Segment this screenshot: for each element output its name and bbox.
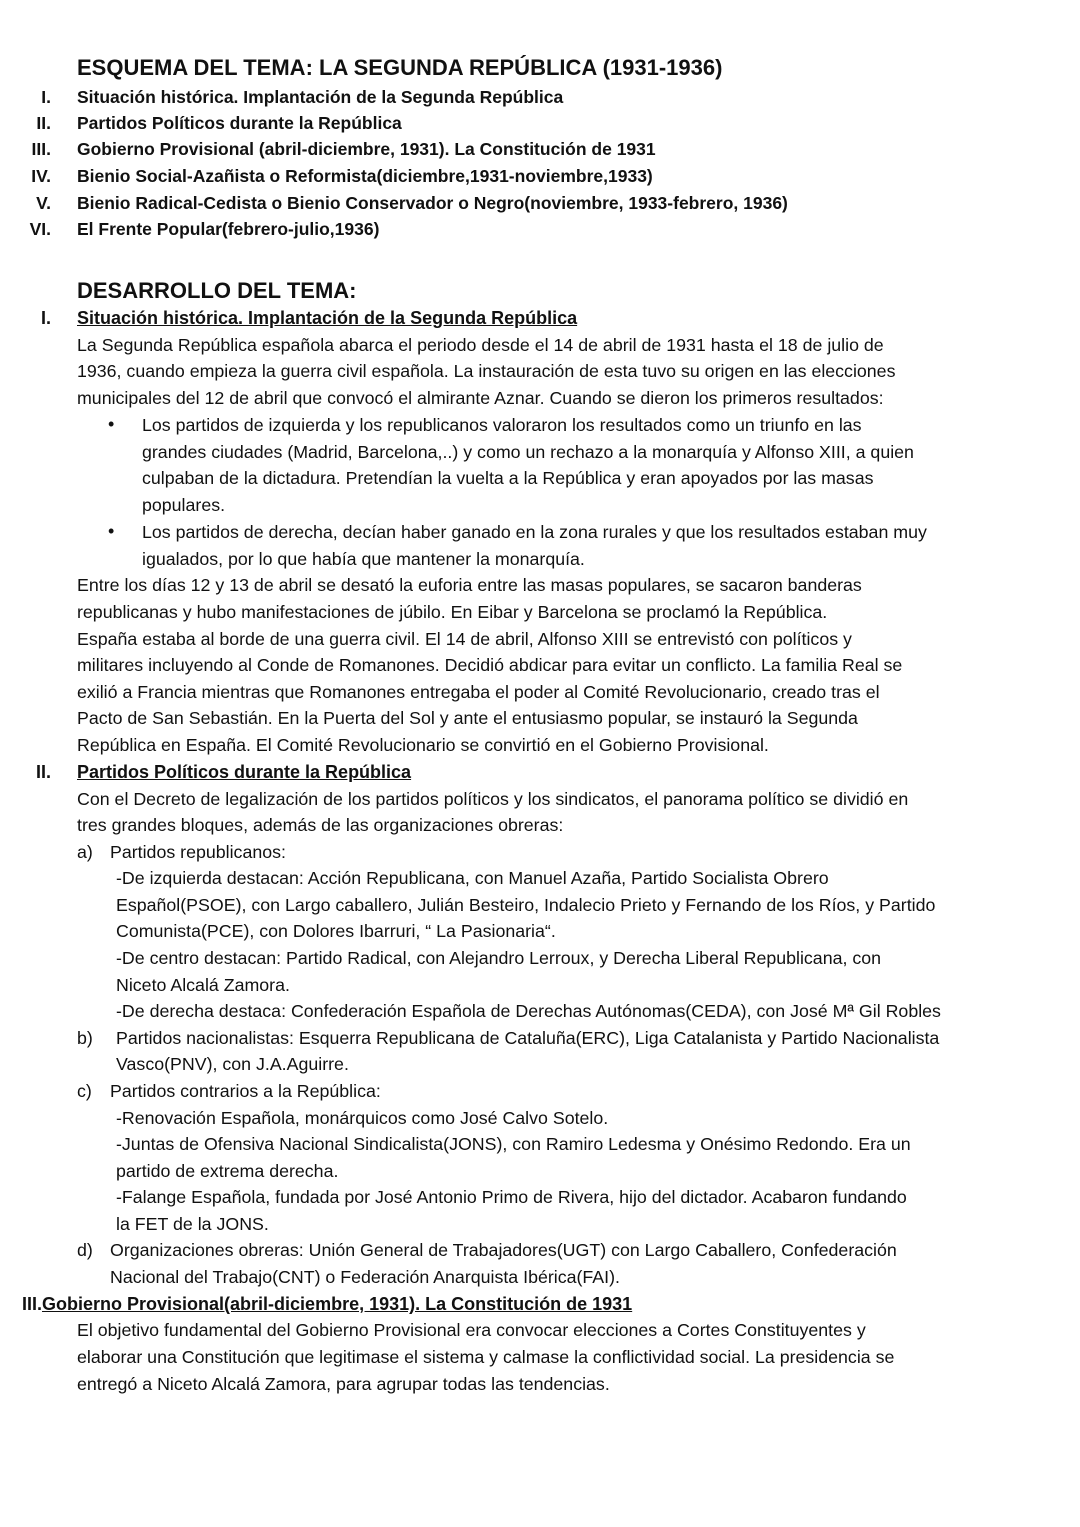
list-line: Comunista(PCE), con Dolores Ibarruri, “ La Pasionaria“.	[116, 921, 556, 941]
section-heading-text: Gobierno Provisional(abril-diciembre, 1931). La Constitución de 1931	[42, 1294, 633, 1314]
bullet-marker: •	[108, 414, 115, 434]
list-line: Niceto Alcalá Zamora.	[116, 975, 290, 995]
paragraph-line: municipales del 12 de abril que convocó el almirante Aznar. Cuando se dieron los primeros resultados:	[77, 388, 884, 408]
schema-title: ESQUEMA DEL TEMA: LA SEGUNDA REPÚBLICA (1931-1936)	[77, 55, 723, 80]
paragraph-line: Entre los días 12 y 13 de abril se desató la euforia entre las masas populares, se sacaron banderas	[77, 575, 862, 595]
paragraph-line: militares incluyendo al Conde de Romanones. Decidió abdicar para evitar un conflicto. La familia Real se	[77, 655, 903, 675]
bullet-line: Los partidos de derecha, decían haber ganado en la zona rurales y que los resultados estaban muy	[142, 522, 927, 542]
paragraph-line: 1936, cuando empieza la guerra civil española. La instauración de esta tuvo su origen en las elecciones	[77, 361, 896, 381]
section-heading: Situación histórica. Implantación de la Segunda República	[77, 308, 578, 328]
bullet-line: igualados, por lo que había que mantener la monarquía.	[142, 549, 585, 569]
paragraph-line: Con el Decreto de legalización de los partidos políticos y los sindicatos, el panorama político se dividió en	[77, 789, 909, 809]
schema-item-text: Bienio Social-Azañista o Reformista(diciembre,1931-noviembre,1933)	[77, 166, 653, 186]
bullet-line: populares.	[142, 495, 226, 515]
paragraph-line: exilió a Francia mientras que Romanones entregaba el poder al Comité Revolucionario, creado tras el	[77, 682, 880, 702]
bullet-marker: •	[108, 521, 115, 541]
development-title: DESARROLLO DEL TEMA:	[77, 278, 357, 303]
paragraph-line: entregó a Niceto Alcalá Zamora, para agrupar todas las tendencias.	[77, 1374, 610, 1394]
schema-item-text: Gobierno Provisional (abril-diciembre, 1931). La Constitución de 1931	[77, 139, 656, 159]
list-line: -De centro destacan: Partido Radical, con Alejandro Lerroux, y Derecha Liberal Republicana, con	[116, 948, 882, 968]
paragraph-line: España estaba al borde de una guerra civil. El 14 de abril, Alfonso XIII se entrevistó con políticos y	[77, 629, 852, 649]
list-line: -De derecha destaca: Confederación Española de Derechas Autónomas(CEDA), con José Mª Gil Robles	[116, 1001, 941, 1021]
schema-item-text: Situación histórica. Implantación de la Segunda República	[77, 87, 564, 107]
paragraph-line: Pacto de San Sebastián. En la Puerta del Sol y ante el entusiasmo popular, se instauró la Segunda	[77, 708, 858, 728]
section-number: II.	[35, 762, 51, 782]
list-line: la FET de la JONS.	[116, 1214, 269, 1234]
list-line: -Juntas de Ofensiva Nacional Sindicalista(JONS), con Ramiro Ledesma y Onésimo Redondo. Era un	[116, 1134, 911, 1154]
schema-item-number: VI.	[29, 219, 51, 239]
list-line: Vasco(PNV), con J.A.Aguirre.	[116, 1054, 349, 1074]
paragraph-line: republicanas y hubo manifestaciones de júbilo. En Eibar y Barcelona se proclamó la República.	[77, 602, 828, 622]
list-label: b)	[77, 1028, 93, 1048]
schema-item-text: Bienio Radical-Cedista o Bienio Conservador o Negro(noviembre, 1933-febrero, 1936)	[77, 193, 788, 213]
bullet-line: grandes ciudades (Madrid, Barcelona,..) y como un rechazo a la monarquía y Alfonso XIII, a quien	[142, 442, 914, 462]
schema-item-number: II.	[36, 113, 51, 133]
list-item-text: Partidos contrarios a la República:	[110, 1081, 381, 1101]
section-heading	[22, 1294, 632, 1315]
list-label: c)	[77, 1081, 92, 1101]
section-number: III.	[22, 1294, 43, 1314]
paragraph-line: El objetivo fundamental del Gobierno Provisional era convocar elecciones a Cortes Constituyentes y	[77, 1320, 866, 1340]
list-line: partido de extrema derecha.	[116, 1161, 339, 1181]
paragraph-line: La Segunda República española abarca el periodo desde el 14 de abril de 1931 hasta el 18 de julio de	[77, 335, 884, 355]
list-label: d)	[77, 1240, 93, 1260]
schema-item-text: El Frente Popular(febrero-julio,1936)	[77, 219, 380, 239]
section-number: I.	[40, 308, 51, 328]
paragraph-line: elaborar una Constitución que legitimase el sistema y calmase la conflictividad social. La presidencia se	[77, 1347, 895, 1367]
list-line: -De izquierda destacan: Acción Republicana, con Manuel Azaña, Partido Socialista Obrero	[116, 868, 829, 888]
schema-item-text: Partidos Políticos durante la República	[77, 113, 402, 133]
list-line: Partidos nacionalistas: Esquerra Republicana de Cataluña(ERC), Liga Catalanista y Partido Nacionalista	[116, 1028, 940, 1048]
schema-item-number: I.	[41, 87, 51, 107]
list-item-text: Partidos republicanos:	[110, 842, 286, 862]
list-line: Organizaciones obreras: Unión General de Trabajadores(UGT) con Largo Caballero, Confederación	[110, 1240, 897, 1260]
list-label: a)	[77, 842, 93, 862]
list-line: -Falange Española, fundada por José Antonio Primo de Rivera, hijo del dictador. Acabaron fundando	[116, 1187, 907, 1207]
bullet-line: culpaban de la dictadura. Pretendían la vuelta a la República y eran apoyados por las masas	[142, 468, 874, 488]
paragraph-line: República en España. El Comité Revolucionario se convirtió en el Gobierno Provisional.	[77, 735, 769, 755]
schema-item-number: III.	[31, 139, 51, 159]
bullet-line: Los partidos de izquierda y los republicanos valoraron los resultados como un triunfo en las	[142, 415, 862, 435]
section-heading: Partidos Políticos durante la República	[77, 762, 412, 782]
list-line: -Renovación Española, monárquicos como José Calvo Sotelo.	[116, 1108, 609, 1128]
schema-item-number: V.	[36, 193, 51, 213]
list-line: Español(PSOE), con Largo caballero, Julián Besteiro, Indalecio Prieto y Fernando de los Ríos, y Partido	[116, 895, 936, 915]
schema-item-number: IV.	[31, 166, 51, 186]
list-line: Nacional del Trabajo(CNT) o Federación Anarquista Ibérica(FAI).	[110, 1267, 620, 1287]
paragraph-line: tres grandes bloques, además de las organizaciones obreras:	[77, 815, 564, 835]
